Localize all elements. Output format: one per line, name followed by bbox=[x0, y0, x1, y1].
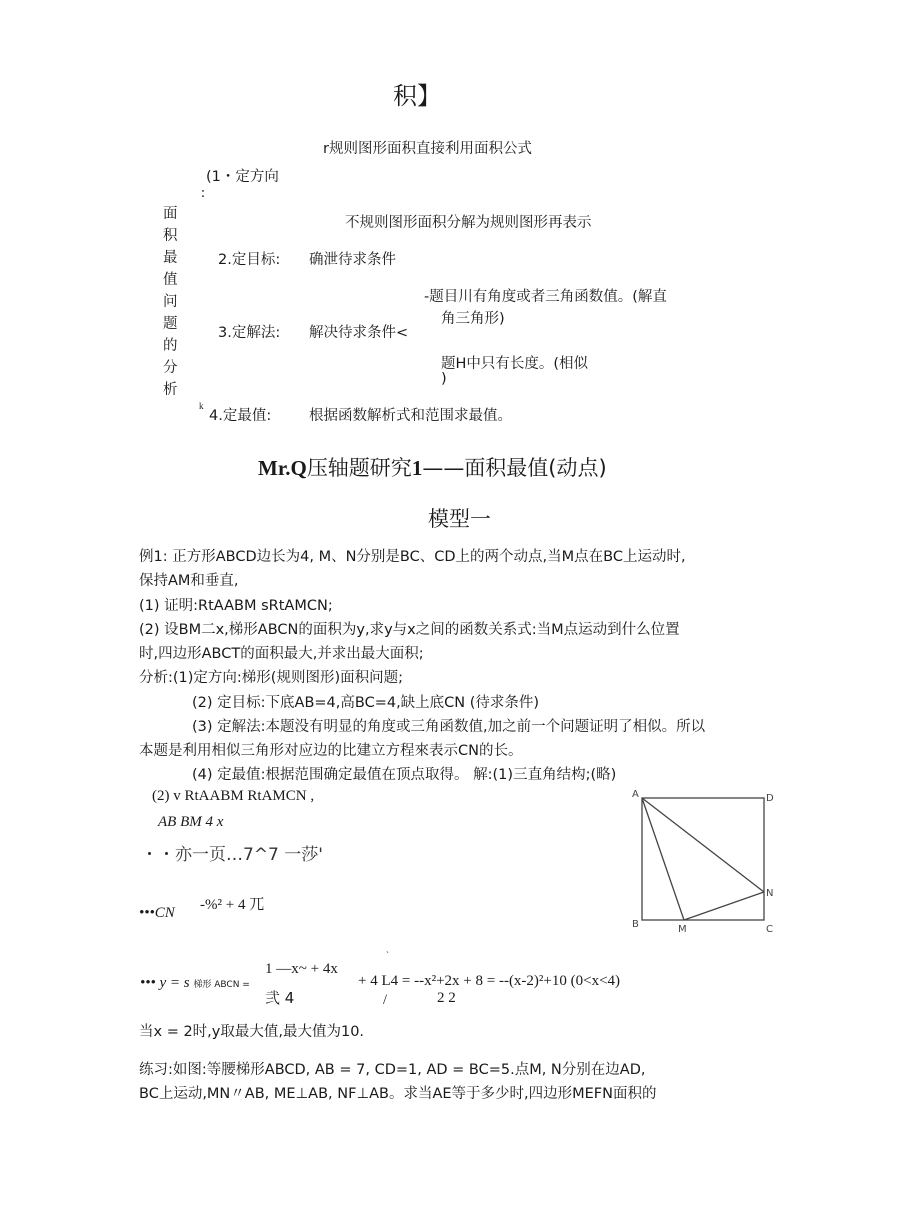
solution-part2: (2) v RtAABM RtAMCN , bbox=[152, 788, 315, 804]
section-subtitle: 模型一 bbox=[428, 507, 491, 531]
label-d: D bbox=[766, 793, 774, 804]
solution-cn-value: -%² + 4 兀 bbox=[200, 897, 265, 913]
outline-branch-regular: r规则图形面积直接利用面积公式 bbox=[323, 141, 532, 157]
segment-mn bbox=[684, 892, 764, 920]
section-title: Mr.Q压轴题研究1——面积最值(动点) bbox=[258, 456, 607, 480]
outline-step4-label: 4.定最值: bbox=[209, 408, 272, 424]
outline-branch-irregular: 不规则图形面积分解为规则图形再表示 bbox=[345, 215, 592, 231]
outline-step1-colon: : bbox=[201, 185, 206, 201]
square-abcd bbox=[642, 798, 764, 920]
outline-step3-text: 解决待求条件< bbox=[309, 325, 409, 341]
analysis-step2: (2) 定目标:下底AB=4,高BC=4,缺上底CN (待求条件) bbox=[192, 695, 540, 711]
solution-conclusion: 当x = 2时,y取最大值,最大值为10. bbox=[139, 1024, 365, 1040]
example-line1: 例1: 正方形ABCD边长为4, M、N分别是BC、CD上的两个动点,当M点在BC上运动时, bbox=[139, 549, 686, 565]
formula-halves: 2 2 bbox=[437, 990, 456, 1006]
solution-ratio-header: AB BM 4 x bbox=[158, 814, 224, 830]
solution-ratio-line: ・・亦一页…7^7 一莎' bbox=[141, 845, 323, 865]
example-line2: 保持AM和垂直, bbox=[139, 573, 239, 589]
outline-step1-label: (1・定方向 bbox=[206, 169, 279, 185]
analysis-step1: 分析:(1)定方向:梯形(规则图形)面积问题; bbox=[139, 670, 404, 686]
outline-step3-branch-a-line2: 角三角形) bbox=[441, 311, 505, 327]
exercise-line1: 练习:如图:等腰梯形ABCD, AB = 7, CD=1, AD = BC=5.点M, N分别在边AD, bbox=[139, 1062, 646, 1078]
outline-step2-label: 2.定目标: bbox=[218, 252, 281, 268]
formula-fraction-numerator: 1 —x~ + 4x bbox=[265, 961, 338, 977]
formula-tick: ` bbox=[386, 950, 389, 960]
label-m: M bbox=[678, 924, 687, 935]
outline-step3-branch-b-line2: ) bbox=[441, 371, 447, 387]
page-title-fragment: 积】 bbox=[393, 82, 441, 110]
solution-cn-prefix: •••CN bbox=[139, 905, 175, 921]
example-question-2-line1: (2) 设BM二x,梯形ABCN的面积为y,求y与x之间的函数关系式:当M点运动到什么位置 bbox=[139, 622, 680, 638]
analysis-step3-line2: 本题是利用相似三角形对应边的比建立方程來表示CN的长。 bbox=[139, 743, 523, 759]
formula-y-prefix: ••• y = s 梯形 ABCN = bbox=[140, 975, 250, 991]
vertical-label: 面 积 最 值 问 题 的 分 析 bbox=[163, 206, 178, 398]
outline-step3-branch-b-line1: 题H中只有长度。(相似 bbox=[441, 356, 589, 372]
label-c: C bbox=[766, 924, 773, 935]
example-question-2-line2: 时,四边形ABCT的面积最大,并求出最大面积; bbox=[139, 646, 424, 662]
formula-fraction-denominator: 弐 4 bbox=[265, 989, 295, 1007]
example-question-1: (1) 证明:RtAABM sRtAMCN; bbox=[139, 598, 333, 614]
label-a: A bbox=[632, 789, 639, 800]
segment-an bbox=[642, 798, 764, 892]
square-geometry-figure bbox=[632, 786, 782, 935]
label-b: B bbox=[632, 919, 639, 930]
outline-step4-text: 根据函数解析式和范围求最值。 bbox=[309, 408, 512, 424]
outline-step3-label: 3.定解法: bbox=[218, 325, 281, 341]
analysis-step4: (4) 定最值:根据范围确定最值在顶点取得。 解:(1)三直角结构;(略) bbox=[192, 767, 617, 783]
segment-am bbox=[642, 798, 684, 920]
formula-slash: / bbox=[383, 992, 388, 1008]
outline-step3-branch-a-line1: -题目川有角度或者三角函数值。(解直 bbox=[424, 289, 667, 305]
outline-step4-prefix: k bbox=[199, 401, 204, 411]
formula-result: + 4 L4 = --x²+2x + 8 = --(x-2)²+10 (0<x<4) bbox=[358, 973, 621, 989]
label-n: N bbox=[766, 888, 774, 899]
exercise-line2: BC上运动,MN〃AB, ME⊥AB, NF⊥AB。求当AE等于多少时,四边形MEFN面积的 bbox=[139, 1086, 657, 1102]
analysis-step3-line1: (3) 定解法:本题没有明显的角度或三角函数值,加之前一个问题证明了相似。所以 bbox=[192, 719, 706, 735]
outline-step2-text: 确泄待求条件 bbox=[309, 252, 396, 268]
